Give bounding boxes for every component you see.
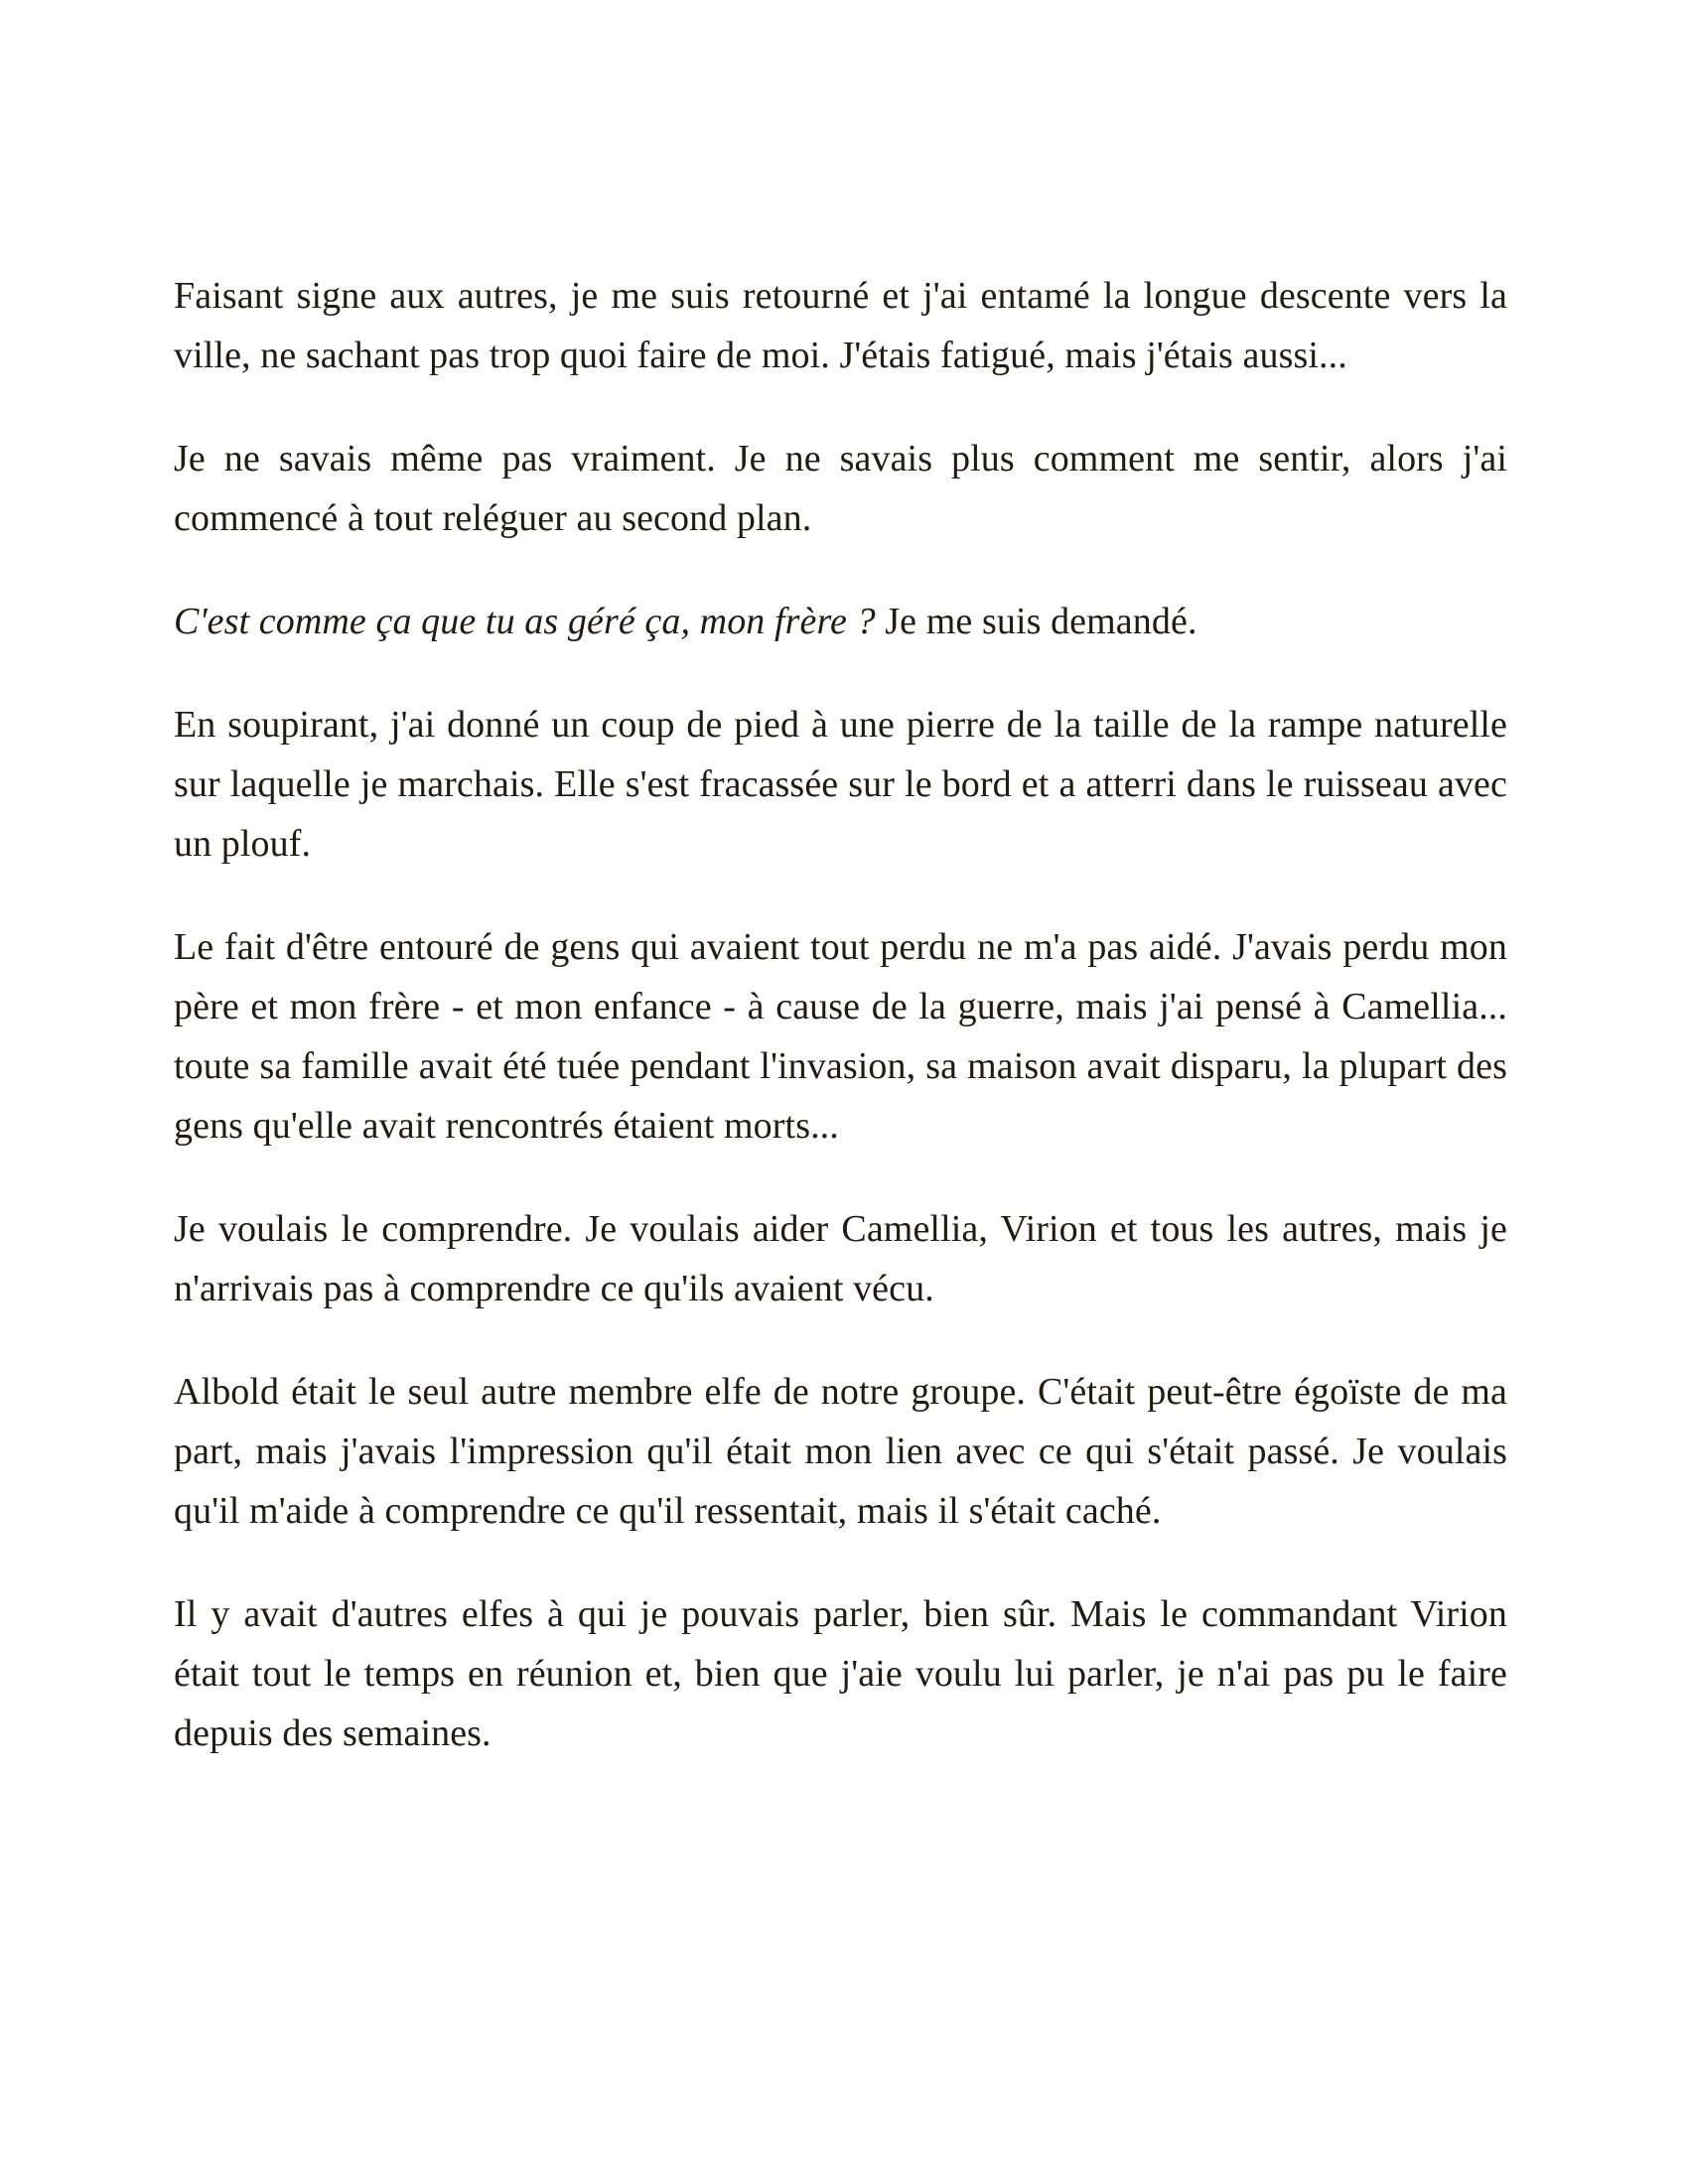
paragraph-8: Il y avait d'autres elfes à qui je pouvais parler, bien sûr. Mais le commandant Virion était tout le temps en réunion et, bien que j'aie voulu lui parler, je n'ai pas pu le faire depuis des semaines. — [174, 1593, 1507, 1754]
italic-thought-text: C'est comme ça que tu as géré ça, mon frère ? — [174, 601, 876, 642]
paragraph-1: Faisant signe aux autres, je me suis retourné et j'ai entamé la longue descente vers la ville, ne sachant pas trop quoi faire de moi. J'étais fatigué, mais j'étais aussi... — [174, 275, 1507, 376]
paragraph-3 — [174, 592, 1507, 651]
paragraph-6: Je voulais le comprendre. Je voulais aider Camellia, Virion et tous les autres, mais je n'arrivais pas à comprendre ce qu'ils avaient vécu. — [174, 1208, 1507, 1309]
paragraph-2: Je ne savais même pas vraiment. Je ne savais plus comment me sentir, alors j'ai commencé à tout reléguer au second plan. — [174, 438, 1507, 539]
paragraph-3-regular-text: Je me suis demandé. — [875, 601, 1197, 642]
paragraph-5: Le fait d'être entouré de gens qui avaient tout perdu ne m'a pas aidé. J'avais perdu mon père et mon frère - et mon enfance - à cause de la guerre, mais j'ai pensé à Camellia... toute sa famille avait été tuée pendant l'invasion, sa maison avait disparu, la plupart des gens qu'elle avait rencontrés étaient morts... — [174, 926, 1507, 1147]
paragraph-4: En soupirant, j'ai donné un coup de pied à une pierre de la taille de la rampe naturelle sur laquelle je marchais. Elle s'est fracassée sur le bord et a atterri dans le ruisseau avec un plouf. — [174, 704, 1507, 865]
paragraph-7: Albold était le seul autre membre elfe de notre groupe. C'était peut-être égoïste de ma part, mais j'avais l'impression qu'il était mon lien avec ce qui s'était passé. Je voulais qu'il m'aide à comprendre ce qu'il ressentait, mais il s'était caché. — [174, 1371, 1507, 1532]
